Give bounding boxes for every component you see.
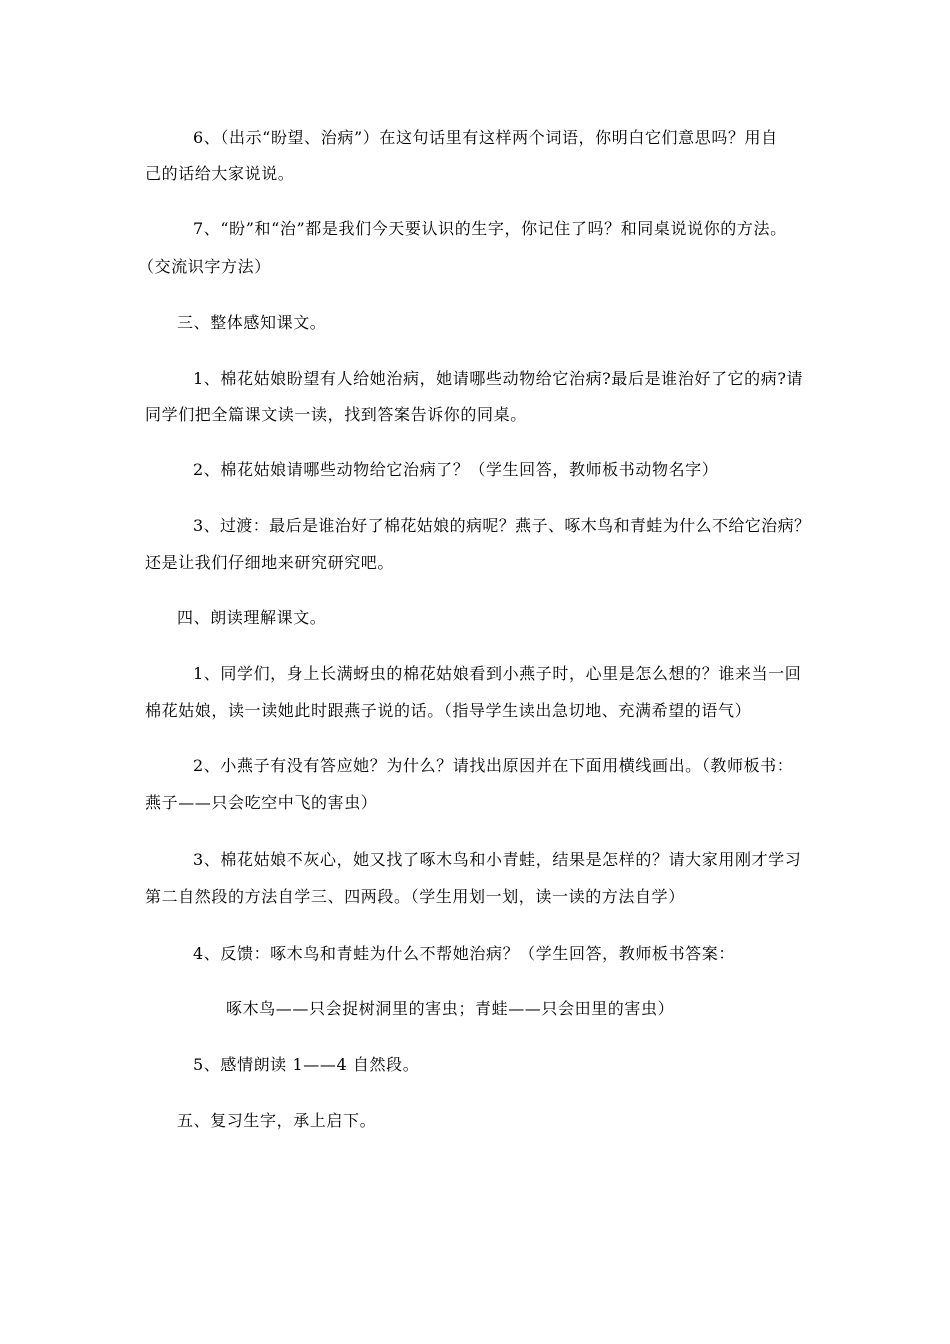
section-4-item-4-board-notes: 啄木鸟——只会捉树洞里的害虫；青蛙——只会田里的害虫） [226, 999, 675, 1018]
section-3-item-3-line-2: 还是让我们仔细地来研究研究吧。 [145, 553, 395, 572]
section-3-item-1-line-1: 1、棉花姑娘盼望有人给她治病，她请哪些动物给它治病?最后是谁治好了它的病?请 [193, 369, 804, 388]
section-heading-3: 三、整体感知课文。 [177, 313, 327, 332]
section-4-item-5: 5、感情朗读 1——4 自然段。 [193, 1055, 420, 1074]
section-heading-5: 五、复习生字，承上启下。 [177, 1111, 377, 1130]
section-4-item-1-line-1: 1、同学们，身上长满蚜虫的棉花姑娘看到小燕子时，心里是怎么想的？谁来当一回 [193, 664, 802, 683]
section-4-item-1-line-2: 棉花姑娘，读一读她此时跟燕子说的话。（指导学生读出急切地、充满希望的语气） [145, 701, 752, 720]
section-4-item-4: 4、反馈：啄木鸟和青蛙为什么不帮她治病？（学生回答，教师板书答案： [193, 944, 735, 963]
section-3-item-2: 2、棉花姑娘请哪些动物给它治病了？（学生回答，教师板书动物名字） [193, 460, 719, 479]
section-4-item-3-line-1: 3、棉花姑娘不灰心，她又找了啄木鸟和小青蛙，结果是怎样的？请大家用刚才学习 [193, 850, 802, 869]
section-3-item-3-line-1: 3、过渡：最后是谁治好了棉花姑娘的病呢？燕子、啄木鸟和青蛙为什么不给它治病？ [193, 516, 811, 535]
paragraph-6-line-1: 6、（出示“盼望、治病”）在这句话里有这样两个词语，你明白它们意思吗？用自 [193, 128, 778, 147]
paragraph-6-line-2: 己的话给大家说说。 [145, 164, 295, 183]
section-3-item-1-line-2: 同学们把全篇课文读一读，找到答案告诉你的同桌。 [145, 405, 527, 424]
paragraph-7-line-1: 7、“盼”和“治”都是我们今天要认识的生字，你记住了吗？和同桌说说你的方法。 [193, 219, 787, 238]
section-4-item-3-line-2: 第二自然段的方法自学三、四两段。（学生用划一划，读一读的方法自学） [145, 887, 685, 906]
paragraph-7-line-2: （交流识字方法） [138, 257, 271, 276]
section-heading-4: 四、朗读理解课文。 [177, 608, 327, 627]
section-4-item-2-line-2: 燕子——只会吃空中飞的害虫） [145, 793, 378, 812]
section-4-item-2-line-1: 2、小燕子有没有答应她？为什么？请找出原因并在下面用横线画出。（教师板书： [193, 756, 794, 775]
